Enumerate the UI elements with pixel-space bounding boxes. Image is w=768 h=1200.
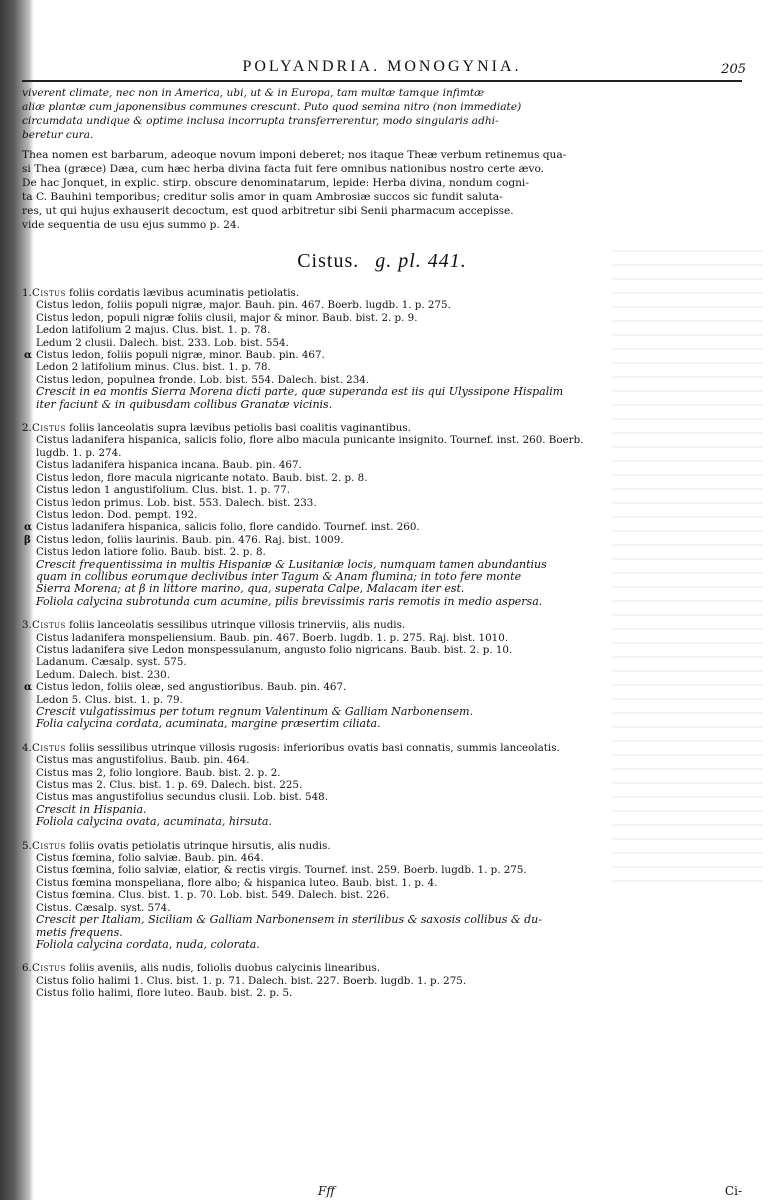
synonym-text: Cistus ledon, foliis laurinis. Baub. pin. 476. Raj. bist. 1009.	[36, 533, 344, 546]
variety-mark: β	[24, 533, 31, 546]
species-genus: Cistus	[32, 422, 66, 435]
species-diagnosis-text: foliis aveniis, alis nudis, foliolis duobus calycinis linearibus.	[69, 962, 381, 975]
species-genus: Cistus	[32, 741, 66, 754]
synonym-text: Cistus ledon, populi nigræ foliis clusii, major & minor. Baub. bist. 2. p. 9.	[36, 311, 418, 324]
synonym-line	[22, 521, 742, 533]
species-diagnosis-text: foliis ovatis petiolatis utrinque hirsutis, alis nudis.	[69, 839, 331, 852]
intro-line: beretur cura.	[22, 129, 94, 141]
species-genus: Cistus	[32, 287, 66, 299]
synonym-text: Cistus ledon, foliis oleæ, sed angustioribus. Baub. pin. 467.	[36, 681, 347, 694]
species-diagnosis	[22, 619, 742, 631]
intro-line: ta C. Bauhini temporibus; creditur solis amor in quam Ambrosiæ succos sic fundit saluta-	[22, 191, 503, 203]
variety-mark: α	[24, 349, 32, 362]
synonym-text: Ladanum. Cæsalp. syst. 575.	[36, 656, 187, 669]
synonym-line	[22, 864, 742, 876]
intro-paragraph-2	[22, 148, 742, 232]
species-diagnosis-text: foliis lanceolatis sessilibus utrinque villosis trinerviis, alis nudis.	[69, 619, 406, 632]
intro-line: circumdata undique & optime inclusa incorrupta transferrerentur, modo singularis adhi-	[22, 115, 499, 127]
synonym-line	[22, 434, 742, 446]
synonym-line	[22, 361, 742, 373]
species-number: 6.	[22, 962, 32, 975]
synonym-text: Cistus fœmina, folio salviæ. Baub. pin. 464.	[36, 852, 264, 865]
habitat-line: Crescit in ea montis Sierra Morena dicti parte, quæ superanda est iis qui Ulyssipone Hispalim	[36, 385, 564, 399]
synonym-text: Ledum. Dalech. bist. 230.	[36, 668, 170, 681]
synonym-line	[22, 656, 742, 668]
synonym-text: Cistus. Cæsalp. syst. 574.	[36, 901, 171, 914]
synonym-line	[22, 767, 742, 779]
synonym-line	[22, 459, 742, 471]
species-entry	[22, 619, 742, 731]
synonym-line	[22, 754, 742, 766]
intro-paragraph-1	[22, 86, 742, 142]
synonym-text: Cistus fœmina, folio salviæ, elatior, & rectis virgis. Tournef. inst. 259. Boerb. lugdb. 1. p. 275.	[36, 864, 527, 877]
synonym-text: Ledum 2 clusii. Dalech. bist. 233. Lob. bist. 554.	[36, 336, 289, 349]
habitat-line: Crescit in Hispania.	[36, 802, 147, 816]
running-head	[22, 58, 746, 82]
synonym-text: lugdb. 1. p. 274.	[36, 446, 122, 459]
species-diagnosis	[22, 287, 742, 299]
synonym-line	[22, 791, 742, 803]
calyx-note: Folia calycina cordata, acuminata, margine præsertim ciliata.	[36, 717, 381, 731]
synonym-text: Cistus mas angustifolius. Baub. pin. 464.	[36, 754, 250, 767]
species-diagnosis	[22, 962, 742, 974]
synonym-text: Cistus ledon. Dod. pempt. 192.	[36, 508, 198, 521]
catchword: Ci-	[724, 1184, 742, 1198]
synonym-line	[22, 852, 742, 864]
calyx-note: Foliola calycina cordata, nuda, colorata.	[36, 937, 260, 951]
species-genus: Cistus	[32, 962, 66, 975]
habitat-line: Crescit vulgatissimus per totum regnum Valentinum & Galliam Narbonensem.	[36, 705, 474, 718]
synonym-line	[22, 349, 742, 361]
species-entry	[22, 840, 742, 952]
intro-line: Thea nomen est barbarum, adeoque novum imponi deberet; nos itaque Theæ verbum retinemus qua-	[22, 149, 567, 161]
synonym-line	[22, 546, 742, 558]
intro-line: vide sequentia de usu ejus summo p. 24.	[22, 219, 241, 231]
synonym-line	[22, 509, 742, 521]
synonym-line	[22, 447, 742, 459]
synonym-text: Cistus ledon 1 angustifolium. Clus. bist. 1. p. 77.	[36, 484, 291, 497]
signature-mark: Fff	[318, 1184, 335, 1198]
synonym-line	[22, 694, 742, 706]
species-number: 3.	[22, 619, 32, 632]
species-genus: Cistus	[32, 619, 66, 632]
genus-name: Cistus.	[297, 250, 360, 272]
synonym-line	[22, 312, 742, 324]
genus-reference: g. pl. 441.	[375, 250, 467, 272]
synonym-line	[22, 889, 742, 901]
calyx-note: Foliola calycina ovata, acuminata, hirsuta.	[36, 815, 272, 829]
synonym-line	[22, 374, 742, 386]
synonym-line	[22, 669, 742, 681]
synonym-line	[22, 484, 742, 496]
page-number: 205	[721, 62, 746, 77]
synonym-line	[22, 779, 742, 791]
species-genus: Cistus	[32, 839, 66, 852]
synonym-text: Cistus ledon primus. Lob. bist. 553. Dalech. bist. 233.	[36, 496, 317, 509]
species-entry	[22, 962, 742, 999]
synonym-line	[22, 337, 742, 349]
synonym-text: Cistus folio halimi, flore luteo. Baub. bist. 2. p. 5.	[36, 987, 293, 1000]
synonym-text: Cistus folio halimi 1. Clus. bist. 1. p. 71. Dalech. bist. 227. Boerb. lugdb. 1. p. 275.	[36, 974, 467, 987]
synonym-text: Cistus ledon, populnea fronde. Lob. bist. 554. Dalech. bist. 234.	[36, 373, 370, 386]
book-page	[22, 58, 746, 1198]
synonym-line	[22, 681, 742, 693]
species-number: 1.	[22, 287, 32, 299]
species-entry	[22, 422, 742, 608]
synonym-line	[22, 632, 742, 644]
synonym-line	[22, 987, 742, 999]
synonym-text: Cistus ledon latiore folio. Baub. bist. 2. p. 8.	[36, 546, 266, 559]
intro-text	[22, 86, 742, 232]
variety-mark: α	[24, 521, 32, 534]
synonym-text: Cistus ledon, flore macula nigricante notato. Baub. bist. 2. p. 8.	[36, 471, 368, 484]
synonym-text: Cistus ladanifera hispanica incana. Baub. pin. 467.	[36, 459, 302, 472]
species-diagnosis	[22, 422, 742, 434]
synonym-text: Cistus ladanifera monspeliensium. Baub. pin. 467. Boerb. lugdb. 1. p. 275. Raj. bist. 1010.	[36, 631, 509, 644]
calyx-note: Foliola calycina subrotunda cum acumine, pilis brevissimis raris remotis in medio aspersa.	[36, 594, 543, 608]
synonym-text: Cistus ladanifera sive Ledon monspessulanum, angusto folio nigricans. Baub. bist. 2. p. 10.	[36, 643, 513, 656]
synonym-line	[22, 644, 742, 656]
synonym-text: Cistus mas 2, folio longiore. Baub. bist. 2. p. 2.	[36, 766, 281, 779]
genus-heading	[22, 250, 742, 273]
synonym-line	[22, 497, 742, 509]
synonym-line	[22, 324, 742, 336]
synonym-text: Cistus ledon, foliis populi nigræ, minor. Baub. pin. 467.	[36, 349, 325, 362]
species-entry	[22, 742, 742, 829]
habitat-line: quam in collibus eorumque declivibus inter Tagum & Anam flumina; in toto fere monte	[36, 569, 522, 583]
intro-line: si Thea (græce) Dæa, cum hæc herba divina facta fuit fere omnibus nationibus nostro certe ævo.	[22, 163, 545, 175]
synonym-line	[22, 534, 742, 546]
synonym-text: Cistus fœmina. Clus. bist. 1. p. 70. Lob. bist. 549. Dalech. bist. 226.	[36, 889, 390, 902]
species-list	[22, 287, 742, 1000]
intro-line: res, ut qui hujus exhauserit decoctum, est quod arbitretur sibi Senii pharmacum accepisse.	[22, 205, 514, 217]
synonym-text: Cistus fœmina monspeliana, flore albo; & hispanica luteo. Baub. bist. 1. p. 4.	[36, 876, 438, 889]
habitat-line: metis frequens.	[36, 925, 123, 939]
species-entry	[22, 287, 742, 411]
intro-line: viverent climate, nec non in America, ubi, ut & in Europa, tam multæ tamque infimtæ	[22, 87, 485, 99]
species-number: 2.	[22, 422, 32, 435]
variety-mark: α	[24, 681, 32, 694]
synonym-text: Cistus mas angustifolius secundus clusii. Lob. bist. 548.	[36, 791, 328, 804]
page-footer	[22, 1184, 742, 1198]
running-title: POLYANDRIA. MONOGYNIA.	[242, 58, 522, 75]
synonym-text: Cistus ladanifera hispanica, salicis folio, flore albo macula punicante insignito. Tournef. inst. 260. Boerb.	[36, 434, 584, 447]
species-diagnosis-text: foliis cordatis lævibus acuminatis petiolatis.	[69, 287, 300, 299]
synonym-line	[22, 902, 742, 914]
synonym-text: Ledon 2 latifolium minus. Clus. bist. 1. p. 78.	[36, 361, 271, 374]
species-diagnosis-text: foliis sessilibus utrinque villosis rugosis: inferioribus ovatis basi connatis, summis lanceolatis.	[69, 741, 560, 754]
habitat-line: Crescit frequentissima in multis Hispaniæ & Lusitaniæ locis, numquam tamen abundantius	[36, 557, 547, 571]
synonym-text: Cistus mas 2. Clus. bist. 1. p. 69. Dalech. bist. 225.	[36, 779, 303, 792]
synonym-text: Cistus ledon, foliis populi nigræ, major. Bauh. pin. 467. Boerb. lugdb. 1. p. 275.	[36, 299, 451, 312]
habitat-line: Sierra Morena; at β in littore marino, qua, superata Calpe, Malacam iter est.	[36, 582, 465, 596]
species-diagnosis	[22, 742, 742, 754]
species-number: 5.	[22, 839, 32, 852]
intro-line: aliæ plantæ cum japonensibus communes crescunt. Puto quod semina nitro (non immediate)	[22, 101, 522, 113]
synonym-line	[22, 877, 742, 889]
synonym-text: Ledon latifolium 2 majus. Clus. bist. 1. p. 78.	[36, 324, 271, 337]
habitat-line: Crescit per Italiam, Siciliam & Galliam Narbonensem in sterilibus & saxosis collibus & du-	[36, 913, 542, 927]
synonym-line	[22, 472, 742, 484]
habitat-line: iter faciunt & in quibusdam collibus Granatæ vicinis.	[36, 397, 333, 411]
synonym-line	[22, 299, 742, 311]
intro-line: De hac Jonquet, in explic. stirp. obscure denominatarum, lepide: Herba divina, nondum cogni-	[22, 177, 529, 189]
species-diagnosis	[22, 840, 742, 852]
synonym-text: Ledon 5. Clus. bist. 1. p. 79.	[36, 693, 183, 706]
species-diagnosis-text: foliis lanceolatis supra lævibus petiolis basi coalitis vaginantibus.	[69, 422, 411, 435]
synonym-text: Cistus ladanifera hispanica, salicis folio, flore candido. Tournef. inst. 260.	[36, 521, 420, 534]
synonym-line	[22, 975, 742, 987]
species-number: 4.	[22, 741, 32, 754]
